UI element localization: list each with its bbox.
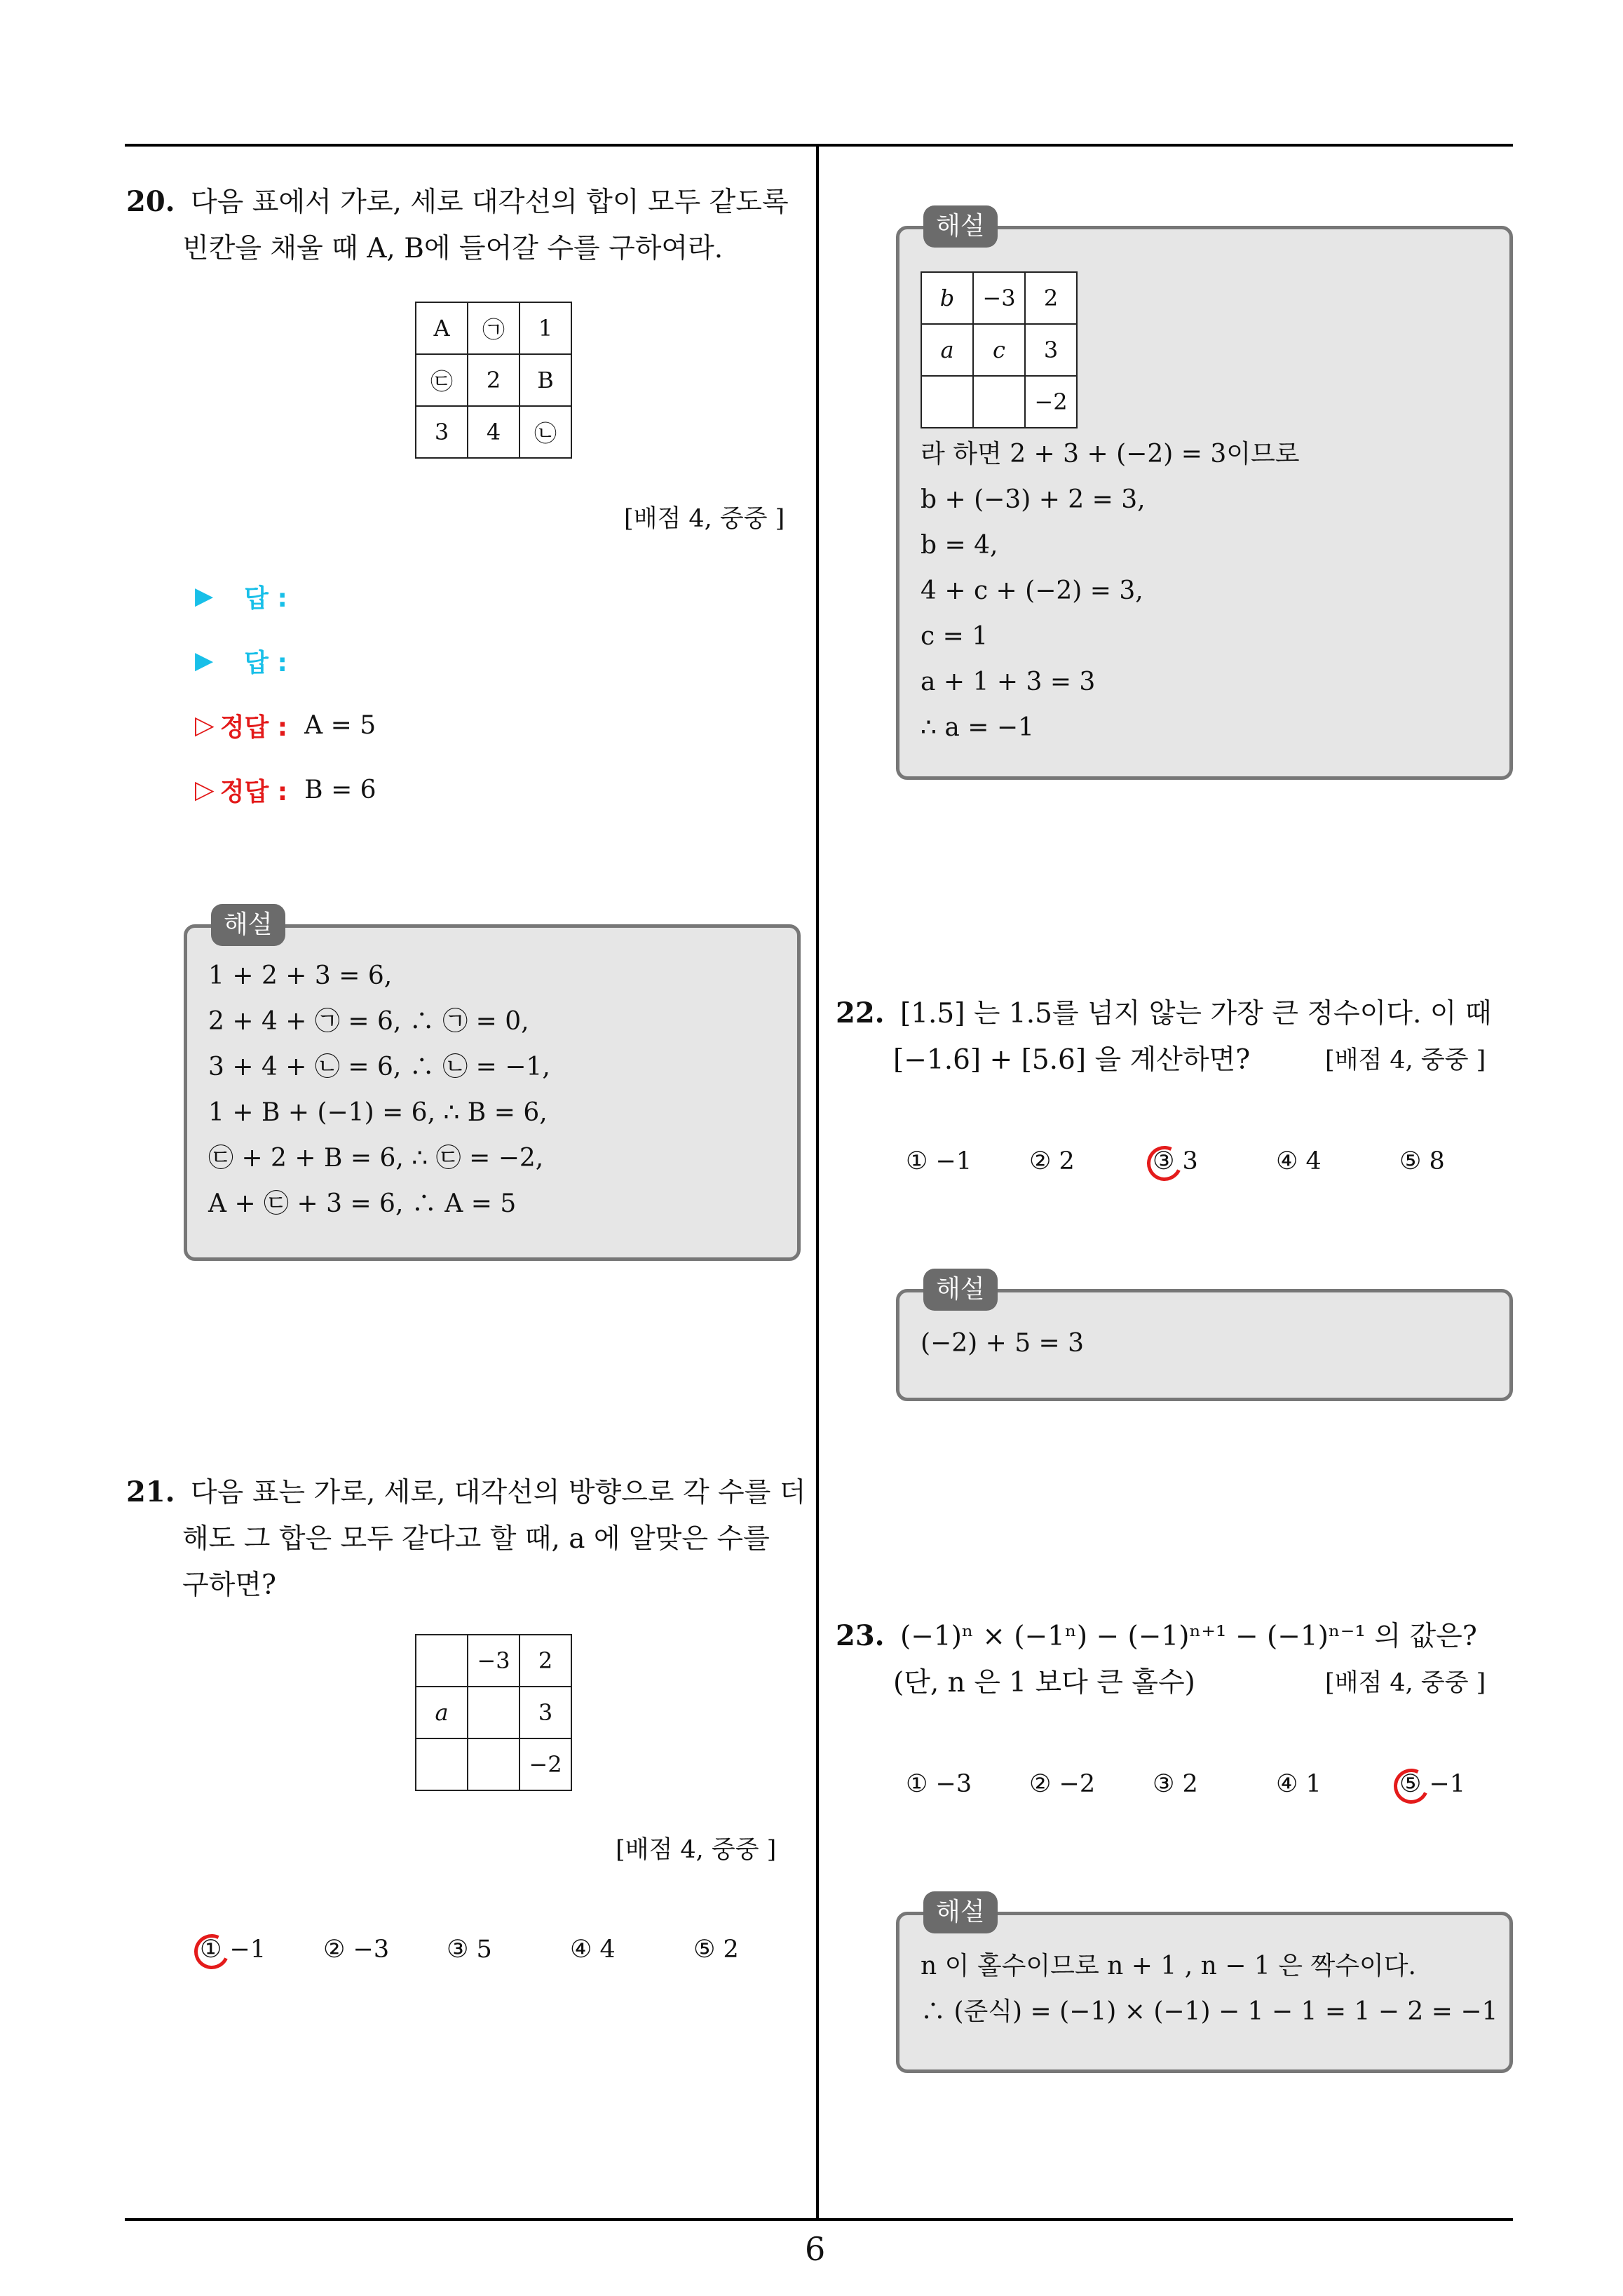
solution-text bbox=[208, 953, 550, 1227]
choice-5[interactable] bbox=[1399, 1147, 1445, 1175]
table-cell: A bbox=[416, 302, 468, 354]
question-text: 빈칸을 채울 때 A, B에 들어갈 수를 구하여라. bbox=[182, 233, 724, 264]
choice-label: ④ 4 bbox=[570, 1936, 616, 1964]
solution-text bbox=[921, 1321, 1084, 1366]
table-cell: 2 bbox=[468, 354, 520, 406]
table-cell: −3 bbox=[973, 272, 1025, 324]
points-label: [배점 4, 중중 ] bbox=[624, 505, 785, 533]
solution-line: ∴ (준식) = (−1) × (−1) − 1 − 1 = 1 − 2 = −1 bbox=[921, 1997, 1498, 2026]
answer-area bbox=[195, 575, 376, 811]
choice-label: ① −1 bbox=[200, 1936, 266, 1964]
choice-1[interactable] bbox=[906, 1770, 1029, 1798]
choice-label: ② −2 bbox=[1029, 1770, 1096, 1798]
solution-line: A + ㉢ + 3 = 6, ∴ A = 5 bbox=[208, 1189, 517, 1218]
choice-5[interactable] bbox=[1399, 1770, 1465, 1798]
choice-4[interactable] bbox=[570, 1936, 693, 1964]
bottom-rule bbox=[125, 2218, 1513, 2221]
question-text: [−1.6] + [5.6] 을 계산하면? bbox=[893, 1044, 1251, 1076]
solution-line: b + (−3) + 2 = 3, bbox=[921, 485, 1146, 514]
solution-line: c = 1 bbox=[921, 622, 989, 651]
table-cell bbox=[973, 376, 1025, 428]
page-number: 6 bbox=[805, 2230, 826, 2268]
solution-line: 1 + 2 + 3 = 6, bbox=[208, 961, 393, 990]
table-cell: 1 bbox=[520, 302, 571, 354]
solution-box-20 bbox=[184, 910, 801, 1261]
points-label: [배점 4, 중중 ] bbox=[616, 1836, 777, 1864]
question-21 bbox=[126, 1469, 806, 1609]
table-cell: ㉢ bbox=[416, 354, 468, 406]
choice-label: ① −3 bbox=[906, 1770, 972, 1798]
question-text: 해도 그 합은 모두 같다고 할 때, a 에 알맞은 수를 bbox=[182, 1523, 770, 1555]
choice-label: ③ 2 bbox=[1153, 1770, 1198, 1798]
question-number: 21. bbox=[126, 1475, 175, 1508]
table-cell: −2 bbox=[1025, 376, 1077, 428]
table-cell bbox=[468, 1687, 520, 1738]
outline-play-icon: ▷ bbox=[195, 775, 215, 804]
column-divider bbox=[816, 144, 819, 2220]
table-cell: a bbox=[921, 324, 973, 376]
points-label: [배점 4, 중중 ] bbox=[1325, 1046, 1486, 1074]
choice-label: ⑤ −1 bbox=[1399, 1770, 1466, 1798]
solution-tag: 해설 bbox=[923, 1269, 998, 1311]
solution-line: (−2) + 5 = 3 bbox=[921, 1329, 1085, 1358]
table-cell: −2 bbox=[520, 1738, 571, 1790]
top-rule bbox=[125, 144, 1513, 147]
table-cell: ㉠ bbox=[468, 302, 520, 354]
choice-list bbox=[906, 1147, 1445, 1175]
answer-row bbox=[195, 640, 376, 682]
answer-row bbox=[195, 575, 376, 617]
question-text: [1.5] 는 1.5를 넘지 않는 가장 큰 정수이다. 이 때 bbox=[900, 998, 1492, 1029]
solution-line: 1 + B + (−1) = 6, ∴ B = 6, bbox=[208, 1098, 548, 1127]
answer-label: 답 : bbox=[244, 583, 287, 613]
table-cell bbox=[416, 1738, 468, 1790]
table-cell: B bbox=[520, 354, 571, 406]
magic-square-table bbox=[415, 302, 572, 459]
table-cell bbox=[468, 1738, 520, 1790]
solution-line: a + 1 + 3 = 3 bbox=[921, 668, 1096, 696]
magic-square-table bbox=[415, 1634, 572, 1791]
choice-label: ⑤ 2 bbox=[693, 1936, 739, 1964]
choice-2[interactable] bbox=[323, 1936, 447, 1964]
play-icon: ▶ bbox=[195, 582, 214, 610]
correct-answer-row bbox=[195, 769, 376, 811]
table-cell: −3 bbox=[468, 1635, 520, 1687]
correct-answer-row bbox=[195, 704, 376, 746]
choice-1[interactable] bbox=[906, 1147, 1029, 1175]
choice-1[interactable] bbox=[200, 1936, 323, 1964]
solution-text bbox=[921, 431, 1300, 750]
table-cell: b bbox=[921, 272, 973, 324]
solution-line: ㉢ + 2 + B = 6, ∴ ㉢ = −2, bbox=[208, 1144, 544, 1173]
choice-3[interactable] bbox=[1153, 1147, 1276, 1175]
choice-4[interactable] bbox=[1276, 1147, 1399, 1175]
table-cell: 3 bbox=[1025, 324, 1077, 376]
question-text: (−1)ⁿ × (−1ⁿ) − (−1)ⁿ⁺¹ − (−1)ⁿ⁻¹ 의 값은? bbox=[900, 1621, 1477, 1652]
table-cell: 4 bbox=[468, 406, 520, 458]
solution-line: 라 하면 2 + 3 + (−2) = 3이므로 bbox=[921, 440, 1300, 468]
table-cell: 3 bbox=[416, 406, 468, 458]
choice-list bbox=[200, 1936, 739, 1964]
table-cell: 2 bbox=[520, 1635, 571, 1687]
question-text: 다음 표는 가로, 세로, 대각선의 방향으로 각 수를 더 bbox=[191, 1477, 806, 1508]
solution-tag: 해설 bbox=[923, 205, 998, 248]
choice-label: ③ 3 bbox=[1153, 1147, 1198, 1175]
points-label: [배점 4, 중중 ] bbox=[1325, 1669, 1486, 1697]
choice-label: ⑤ 8 bbox=[1399, 1147, 1445, 1175]
choice-5[interactable] bbox=[693, 1936, 739, 1964]
question-text: 다음 표에서 가로, 세로 대각선의 합이 모두 같도록 bbox=[191, 187, 789, 218]
solution-line: ∴ a = −1 bbox=[921, 713, 1034, 742]
choice-label: ③ 5 bbox=[447, 1936, 492, 1964]
choice-2[interactable] bbox=[1029, 1147, 1153, 1175]
solution-line: 4 + c + (−2) = 3, bbox=[921, 576, 1143, 605]
table-cell: 2 bbox=[1025, 272, 1077, 324]
choice-list bbox=[906, 1770, 1465, 1798]
table-cell: a bbox=[416, 1687, 468, 1738]
solution-box-22 bbox=[896, 1275, 1513, 1401]
choice-label: ② 2 bbox=[1029, 1147, 1075, 1175]
question-number: 23. bbox=[836, 1619, 885, 1652]
solution-table bbox=[921, 271, 1078, 428]
question-text: 구하면? bbox=[182, 1569, 276, 1601]
correct-value: A = 5 bbox=[304, 710, 376, 740]
table-cell bbox=[416, 1635, 468, 1687]
question-number: 20. bbox=[126, 185, 175, 218]
choice-label: ② −3 bbox=[323, 1936, 390, 1964]
solution-line: 3 + 4 + ㉡ = 6, ∴ ㉡ = −1, bbox=[208, 1053, 550, 1081]
solution-tag: 해설 bbox=[923, 1891, 998, 1933]
solution-line: n 이 홀수이므로 n + 1 , n − 1 은 짝수이다. bbox=[921, 1952, 1416, 1980]
choice-3[interactable] bbox=[1153, 1770, 1276, 1798]
outline-play-icon: ▷ bbox=[195, 710, 215, 740]
solution-text bbox=[921, 1943, 1498, 2034]
choice-label: ④ 1 bbox=[1276, 1770, 1322, 1798]
choice-3[interactable] bbox=[447, 1936, 570, 1964]
choice-2[interactable] bbox=[1029, 1770, 1153, 1798]
choice-label: ① −1 bbox=[906, 1147, 972, 1175]
solution-line: 2 + 4 + ㉠ = 6, ∴ ㉠ = 0, bbox=[208, 1007, 529, 1036]
table-cell bbox=[921, 376, 973, 428]
solution-box-23 bbox=[896, 1898, 1513, 2073]
correct-value: B = 6 bbox=[304, 775, 376, 804]
solution-line: b = 4, bbox=[921, 531, 998, 560]
choice-4[interactable] bbox=[1276, 1770, 1399, 1798]
table-cell: ㉡ bbox=[520, 406, 571, 458]
correct-label: 정답 : bbox=[219, 777, 288, 806]
solution-tag: 해설 bbox=[211, 904, 285, 946]
question-20 bbox=[126, 179, 806, 272]
question-text: (단, n 은 1 보다 큰 홀수) bbox=[893, 1667, 1195, 1699]
table-cell: c bbox=[973, 324, 1025, 376]
table-cell: 3 bbox=[520, 1687, 571, 1738]
play-icon: ▶ bbox=[195, 647, 214, 675]
answer-label: 답 : bbox=[244, 648, 287, 677]
question-number: 22. bbox=[836, 997, 885, 1029]
choice-label: ④ 4 bbox=[1276, 1147, 1322, 1175]
correct-label: 정답 : bbox=[219, 713, 288, 742]
solution-box-21 bbox=[896, 212, 1513, 780]
